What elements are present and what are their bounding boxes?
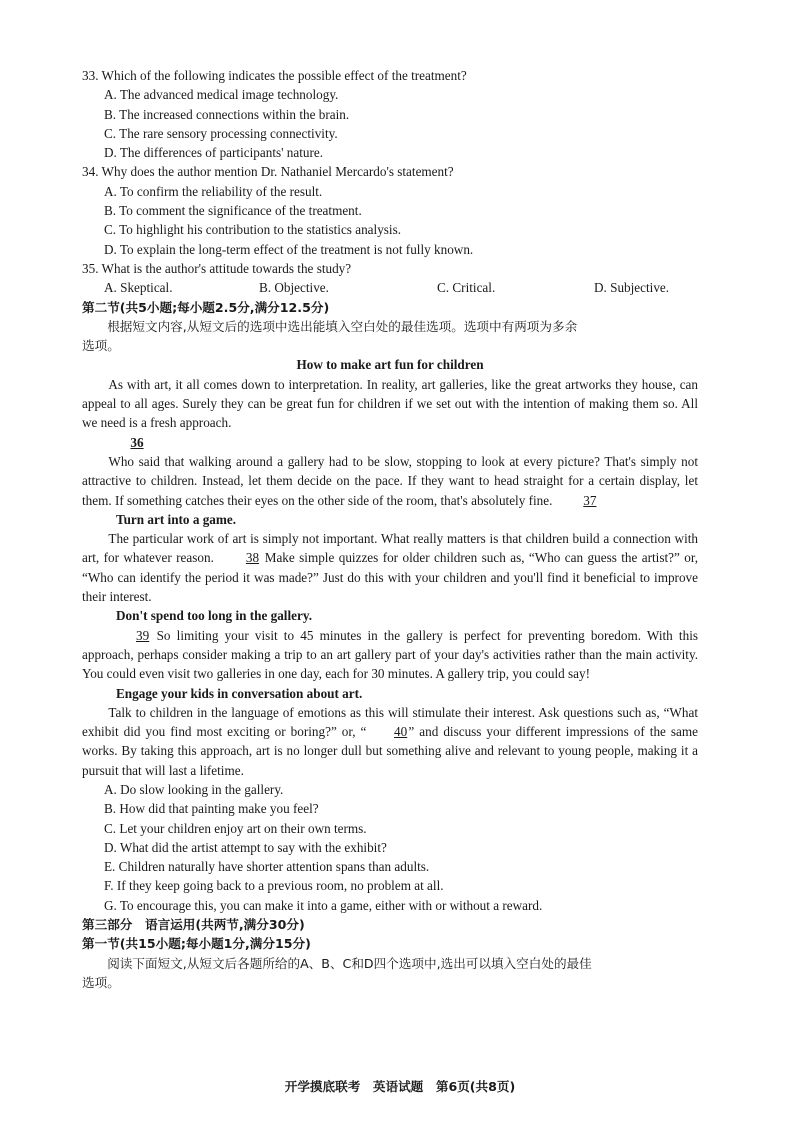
question-35-option-b: B. Objective. [259, 280, 329, 296]
passage-paragraph-3 [82, 529, 698, 606]
question-34-option-a: A. To confirm the reliability of the result. [104, 183, 323, 199]
choice-d: D. What did the artist attempt to say with the exhibit? [104, 839, 387, 855]
question-33-option-b: B. The increased connections within the brain. [104, 106, 350, 122]
blank-40: 40 [394, 724, 408, 740]
page-footer: 开学摸底联考 英语试题 第6页(共8页) [284, 1079, 516, 1094]
question-33-option-d: D. The differences of participants' nature. [104, 145, 324, 161]
subheading-engage-kids: Engage your kids in conversation about art. [116, 685, 363, 701]
question-35-stem: 35. What is the author's attitude towards the study? [82, 260, 352, 276]
passage-paragraph-3b: Make simple quizzes for older children such as, “Who can guess the artist?” or, “Who can identify the period it was made?” Just do this with your children and you'll find it beneficial to improve their interest. [82, 550, 699, 605]
part-3-heading: 第三部分 语言运用(共两节,满分30分) [82, 917, 305, 933]
section-2-heading: 第二节(共5小题;每小题2.5分,满分12.5分) [82, 299, 330, 315]
blank-38: 38 [245, 550, 260, 566]
subheading-dont-spend-too-long: Don't spend too long in the gallery. [116, 608, 313, 624]
passage-paragraph-5 [82, 703, 698, 780]
passage-paragraph-2-text: Who said that walking around a gallery had to be slow, stopping to look at every picture? That's simply not attractive to children. Instead, let them decide on the pace. If they want to head straight for a certain display, let them. If something catches their eyes on the other side of the room, that's absolutely fine. [82, 453, 698, 508]
choice-b: B. How did that painting make you feel? [104, 801, 319, 817]
question-34-option-b: B. To comment the significance of the treatment. [104, 203, 362, 219]
blank-36-line [82, 433, 698, 452]
choice-a: A. Do slow looking in the gallery. [104, 781, 284, 797]
section-2-instruction: 根据短文内容,从短文后的选项中选出能填入空白处的最佳选项。选项中有两项为多余 [107, 318, 578, 334]
section-2-instruction-cont: 选项。 [82, 338, 120, 354]
question-34-option-c: C. To highlight his contribution to the statistics analysis. [104, 222, 402, 238]
passage-paragraph-3a: The particular work of art is simply not important. What really matters is that children build a connection with art, for whatever reason. [82, 531, 698, 566]
part-3-instruction-cont: 选项。 [82, 974, 120, 990]
exam-page [82, 66, 698, 992]
passage-paragraph-5a: Talk to children in the language of emotions as this will stimulate their interest. Ask questions such as, “What exhibit did you find most exciting or boring?” or, “ [82, 704, 698, 740]
choice-e: E. Children naturally have shorter attention spans than adults. [104, 859, 430, 875]
part-3-section-1-heading: 第一节(共15小题;每小题1分,满分15分) [82, 936, 311, 952]
blank-37: 37 [583, 492, 597, 508]
passage-title: How to make art fun for children [296, 357, 484, 373]
question-34-stem: 34. Why does the author mention Dr. Nathaniel Mercardo's statement? [82, 164, 454, 180]
question-34-option-d: D. To explain the long-term effect of the treatment is not fully known. [104, 241, 474, 257]
question-33-stem: 33. Which of the following indicates the possible effect of the treatment? [82, 68, 467, 83]
subheading-turn-art-into-game: Turn art into a game. [116, 511, 237, 527]
blank-36: 36 [130, 434, 144, 450]
question-35-option-d: D. Subjective. [594, 280, 670, 296]
question-35-options [82, 278, 698, 297]
question-33-option-c: C. The rare sensory processing connectivity. [104, 125, 338, 141]
passage-paragraph-1: As with art, it all comes down to interpretation. In reality, art galleries, like the great artworks they house, can appeal to all ages. Surely they can be great fun for children if we set out with the intention of making them so. All we need is a fresh approach. [82, 376, 698, 431]
blank-39: 39 [135, 627, 150, 643]
passage-paragraph-4 [82, 626, 698, 684]
choice-c: C. Let your children enjoy art on their own terms. [104, 820, 367, 836]
question-35-option-a: A. Skeptical. [104, 280, 173, 296]
question-35-option-c: C. Critical. [437, 280, 496, 296]
choice-f: F. If they keep going back to a previous room, no problem at all. [104, 878, 444, 894]
choice-g: G. To encourage this, you can make it into a game, either with or without a reward. [104, 897, 543, 913]
passage-paragraph-5b: ” and discuss your different impressions of the same works. By taking this approach, art is no longer dull but something alive and relevant to young people, making it a pursuit that will last a lifetime. [82, 724, 698, 778]
question-33-option-a: A. The advanced medical image technology. [104, 87, 339, 103]
passage-paragraph-2 [82, 452, 698, 510]
part-3-instruction: 阅读下面短文,从短文后各题所给的A、B、C和D四个选项中,选出可以填入空白处的最佳 [107, 955, 592, 971]
passage-paragraph-4-text: So limiting your visit to 45 minutes in the gallery is perfect for preventing boredom. With this approach, perhaps consider making a trip to an art gallery part of your day's activities rather than the main activity. You could even visit two galleries in one day, each for 30 minutes. A gallery trip, you could say! [82, 627, 698, 682]
